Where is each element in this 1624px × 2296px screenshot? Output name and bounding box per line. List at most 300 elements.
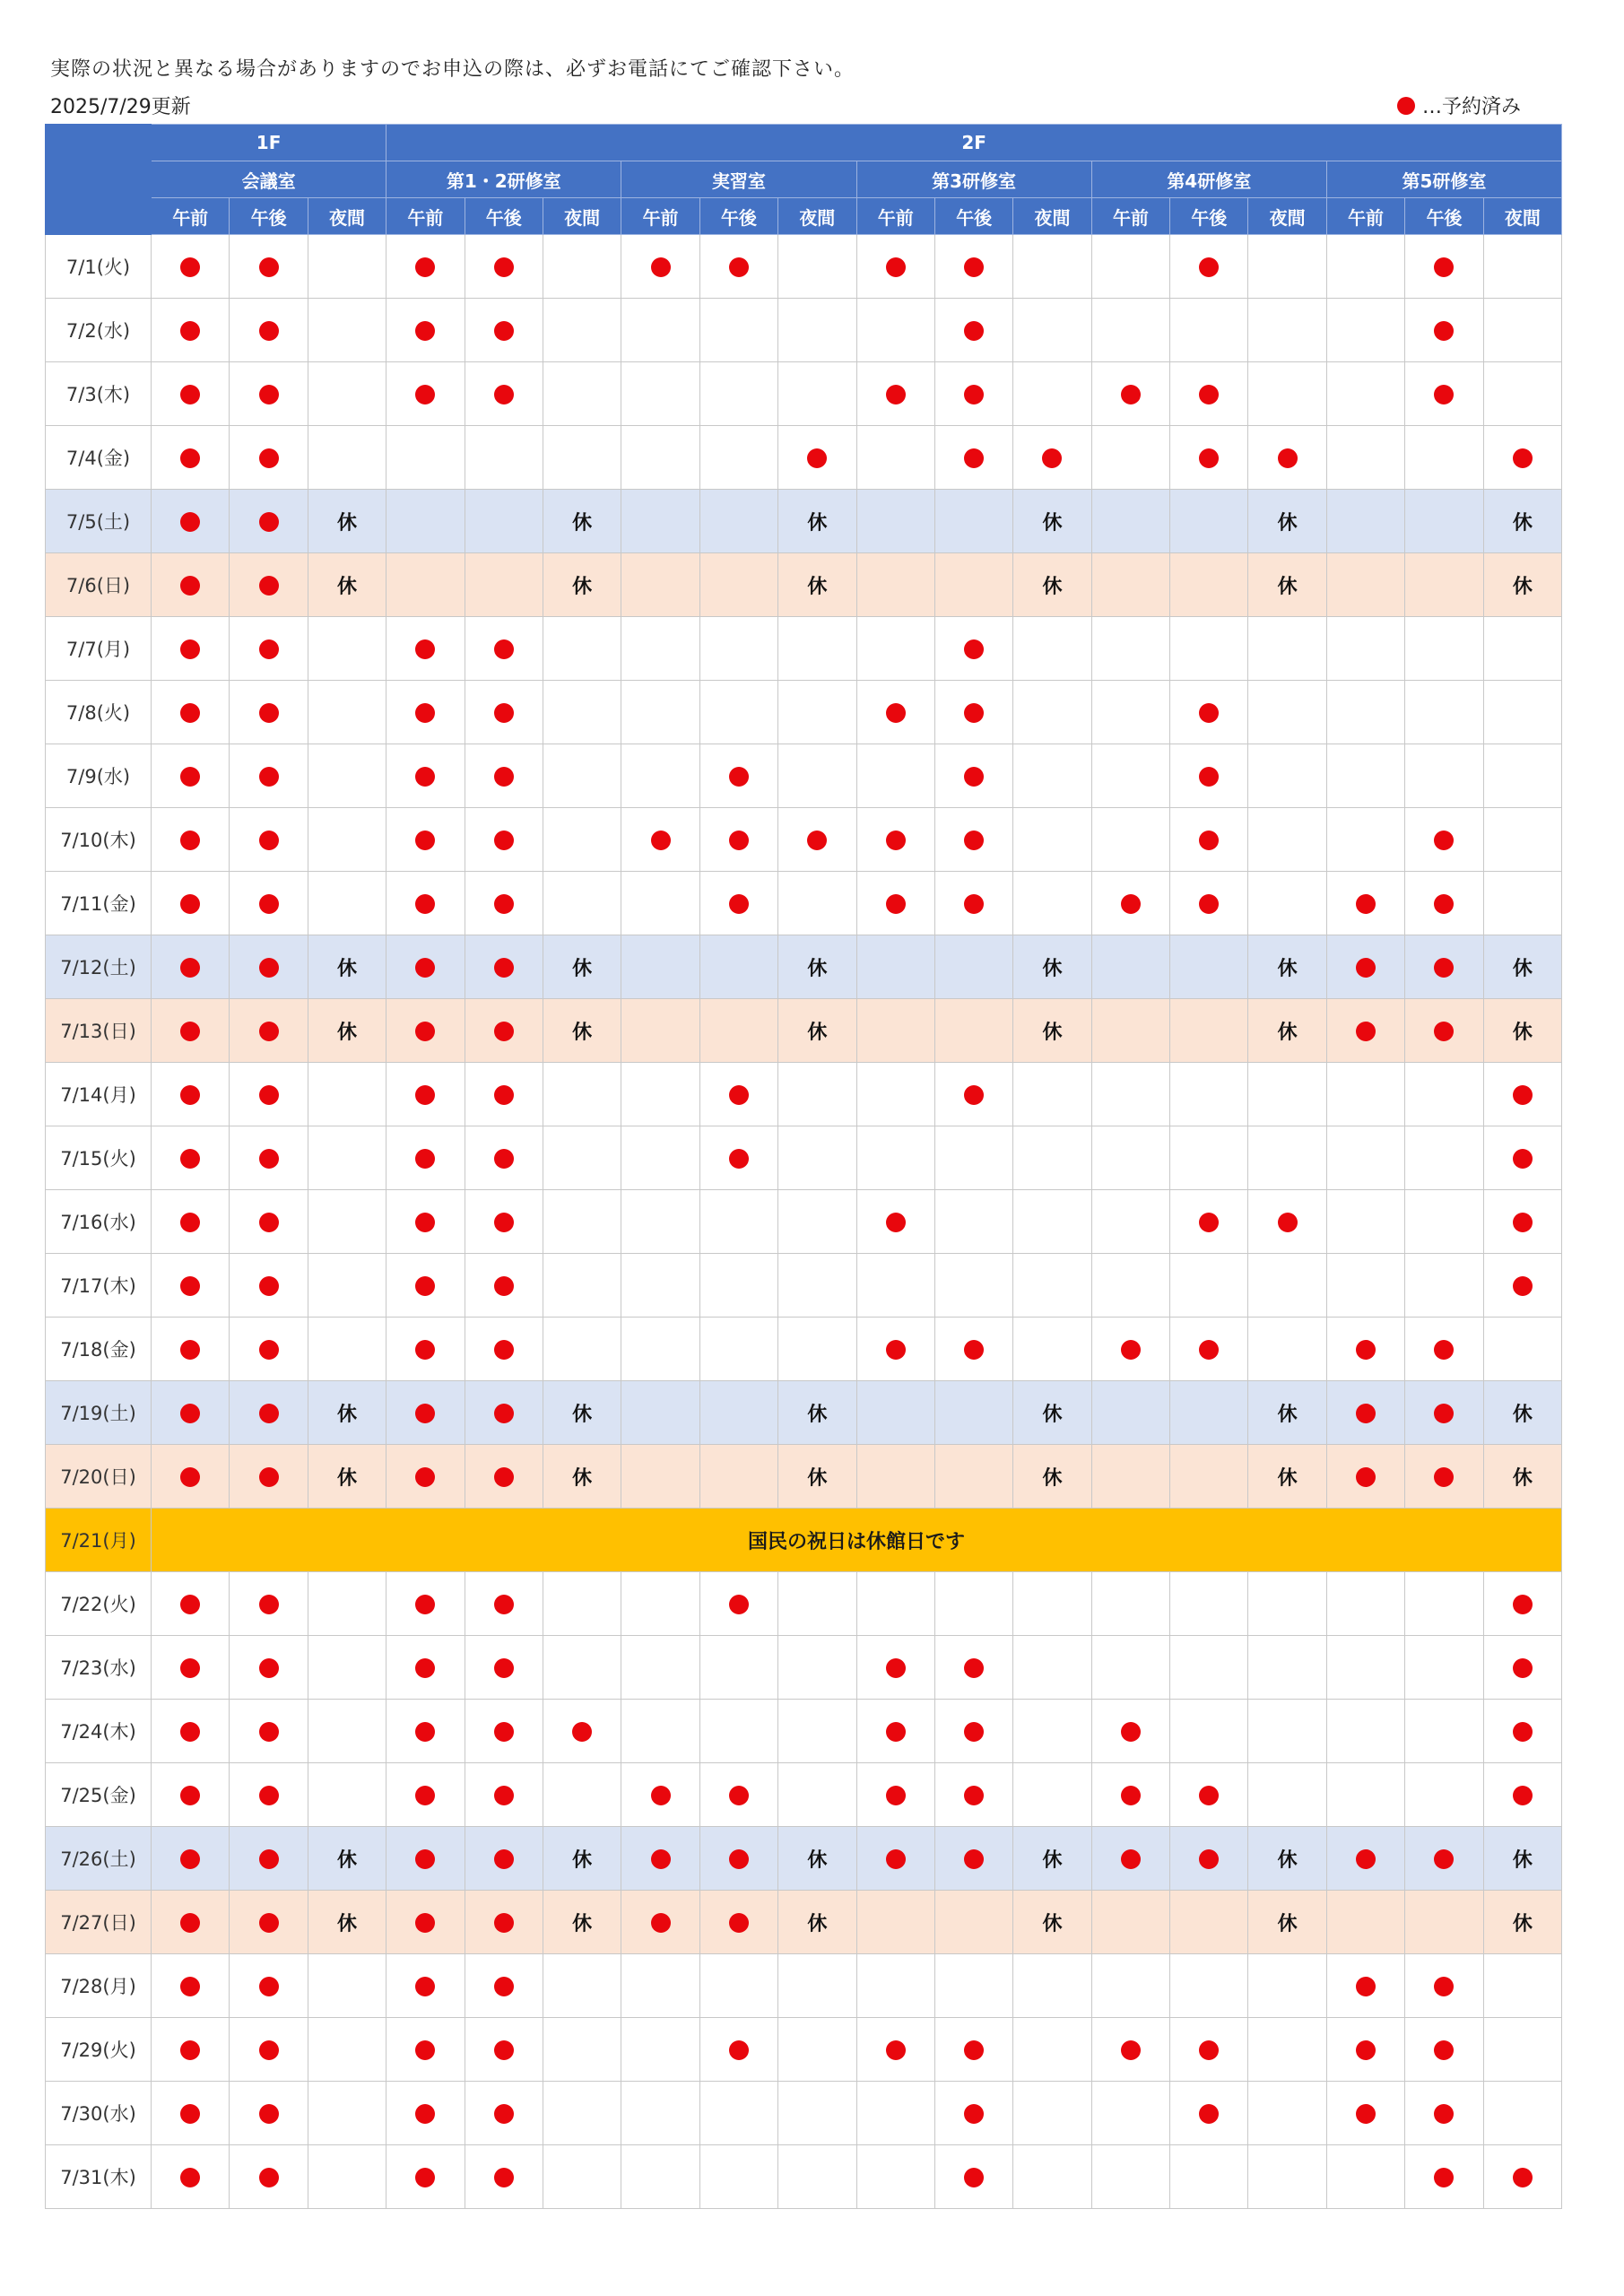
booked-dot-icon [494, 1977, 514, 1996]
slot-cell [1170, 1572, 1248, 1636]
booked-dot-icon [494, 1722, 514, 1742]
booked-dot-icon [1397, 97, 1415, 115]
booked-dot-icon [494, 321, 514, 341]
closed-slot: 休 [308, 1445, 386, 1509]
room-header: 第3研修室 [856, 161, 1091, 198]
legend [1397, 91, 1521, 119]
booked-dot-icon [1356, 1977, 1376, 1996]
booked-slot [1091, 1827, 1169, 1891]
booked-slot [386, 1827, 465, 1891]
booked-dot-icon [1434, 1404, 1454, 1423]
booked-dot-icon [1356, 1022, 1376, 1041]
slot-cell [699, 299, 777, 362]
table-row [46, 1318, 1562, 1381]
date-cell: 7/7(月) [46, 617, 152, 681]
slot-cell [621, 681, 699, 744]
slot-cell [1326, 490, 1404, 553]
booked-dot-icon [1199, 448, 1219, 468]
booked-dot-icon [494, 1913, 514, 1933]
booked-dot-icon [1434, 831, 1454, 850]
booked-slot [230, 1381, 308, 1445]
period-header: 午前 [386, 198, 465, 235]
booked-slot [621, 1827, 699, 1891]
booked-slot [1405, 808, 1483, 872]
slot-cell [1170, 2145, 1248, 2209]
table-row [46, 1954, 1562, 2018]
booked-slot [152, 935, 230, 999]
corner-header [46, 125, 152, 235]
booked-dot-icon [180, 1467, 200, 1487]
slot-cell [934, 490, 1012, 553]
slot-cell [1248, 362, 1326, 426]
booked-slot [1170, 1318, 1248, 1381]
slot-cell [1170, 617, 1248, 681]
booked-dot-icon [964, 1340, 984, 1360]
booked-slot [1483, 1636, 1561, 1700]
slot-cell [1091, 426, 1169, 490]
booked-slot [230, 1254, 308, 1318]
slot-cell [1248, 1063, 1326, 1126]
booked-dot-icon [886, 1849, 906, 1869]
slot-cell [308, 1636, 386, 1700]
booked-slot [621, 1763, 699, 1827]
slot-cell [1013, 872, 1091, 935]
booked-dot-icon [494, 1404, 514, 1423]
booked-slot [465, 2082, 543, 2145]
booked-dot-icon [259, 831, 279, 850]
booked-dot-icon [180, 1913, 200, 1933]
table-row [46, 1063, 1562, 1126]
booked-dot-icon [729, 2040, 749, 2060]
closed-slot: 休 [778, 1445, 856, 1509]
date-cell: 7/19(土) [46, 1381, 152, 1445]
slot-cell [1248, 1763, 1326, 1827]
booked-dot-icon [807, 831, 827, 850]
slot-cell [465, 426, 543, 490]
booked-slot [1483, 1190, 1561, 1254]
booked-slot [386, 1954, 465, 2018]
date-cell: 7/24(木) [46, 1700, 152, 1763]
slot-cell [1326, 1126, 1404, 1190]
slot-cell [621, 1318, 699, 1381]
booked-dot-icon [259, 385, 279, 404]
booked-slot [1326, 1318, 1404, 1381]
room-header: 第1・2研修室 [386, 161, 621, 198]
booked-slot [1013, 426, 1091, 490]
slot-cell [778, 1763, 856, 1827]
slot-cell [621, 744, 699, 808]
booked-dot-icon [259, 1913, 279, 1933]
booked-slot [230, 1318, 308, 1381]
booked-slot [699, 1891, 777, 1954]
slot-cell [1405, 1636, 1483, 1700]
booked-slot [465, 935, 543, 999]
slot-cell [1013, 681, 1091, 744]
booked-dot-icon [1199, 703, 1219, 723]
booked-slot [386, 1126, 465, 1190]
slot-cell [778, 1254, 856, 1318]
table-row [46, 1445, 1562, 1509]
booked-dot-icon [415, 1085, 435, 1105]
booked-dot-icon [494, 1340, 514, 1360]
slot-cell [308, 744, 386, 808]
booked-slot [465, 1763, 543, 1827]
slot-cell [1091, 1063, 1169, 1126]
table-row [46, 1827, 1562, 1891]
slot-cell [934, 553, 1012, 617]
closed-slot: 休 [308, 999, 386, 1063]
slot-cell [621, 1126, 699, 1190]
table-row [46, 999, 1562, 1063]
booked-dot-icon [259, 1658, 279, 1678]
booked-slot [1405, 362, 1483, 426]
table-row [46, 1381, 1562, 1445]
slot-cell [699, 1381, 777, 1445]
period-header: 午後 [699, 198, 777, 235]
booked-dot-icon [415, 958, 435, 978]
booked-dot-icon [259, 1977, 279, 1996]
booked-dot-icon [180, 958, 200, 978]
booked-slot [152, 1063, 230, 1126]
booked-dot-icon [259, 2104, 279, 2124]
booked-slot [1170, 1190, 1248, 1254]
date-cell: 7/17(木) [46, 1254, 152, 1318]
booked-slot [1091, 1700, 1169, 1763]
table-row [46, 1509, 1562, 1572]
period-header: 夜間 [543, 198, 621, 235]
closed-slot: 休 [543, 999, 621, 1063]
slot-cell [1013, 1700, 1091, 1763]
booked-dot-icon [1199, 894, 1219, 914]
booked-slot [230, 617, 308, 681]
slot-cell [1248, 2082, 1326, 2145]
booked-dot-icon [415, 2040, 435, 2060]
slot-cell [1013, 2018, 1091, 2082]
booked-dot-icon [651, 257, 671, 277]
slot-cell [621, 1700, 699, 1763]
booked-slot [1483, 1572, 1561, 1636]
slot-cell [778, 1636, 856, 1700]
booked-slot [152, 2082, 230, 2145]
slot-cell [934, 1954, 1012, 2018]
booked-dot-icon [1278, 1213, 1298, 1232]
booked-slot [1170, 872, 1248, 935]
booked-dot-icon [1356, 2040, 1376, 2060]
slot-cell [1091, 2145, 1169, 2209]
booked-dot-icon [1042, 448, 1062, 468]
closed-slot: 休 [543, 553, 621, 617]
booked-dot-icon [180, 894, 200, 914]
slot-cell [1483, 362, 1561, 426]
slot-cell [621, 1572, 699, 1636]
slot-cell [1326, 426, 1404, 490]
slot-cell [543, 2082, 621, 2145]
booked-slot [1091, 1763, 1169, 1827]
booked-dot-icon [886, 1722, 906, 1742]
booked-dot-icon [729, 1849, 749, 1869]
period-header: 夜間 [1013, 198, 1091, 235]
slot-cell [1405, 1063, 1483, 1126]
slot-cell [1326, 2145, 1404, 2209]
table-row [46, 362, 1562, 426]
period-header: 午前 [152, 198, 230, 235]
period-header: 夜間 [1483, 198, 1561, 235]
booked-dot-icon [494, 1022, 514, 1041]
booked-slot [152, 617, 230, 681]
slot-cell [1248, 1254, 1326, 1318]
slot-cell [699, 1190, 777, 1254]
booked-slot [386, 1636, 465, 1700]
booked-slot [1170, 1763, 1248, 1827]
booked-dot-icon [180, 1340, 200, 1360]
slot-cell [621, 362, 699, 426]
slot-cell [1483, 235, 1561, 299]
booked-slot [856, 1827, 934, 1891]
booked-dot-icon [415, 1595, 435, 1614]
booked-dot-icon [1513, 1276, 1533, 1296]
slot-cell [386, 426, 465, 490]
slot-cell [543, 872, 621, 935]
slot-cell [621, 426, 699, 490]
booked-dot-icon [1121, 385, 1141, 404]
closed-slot: 休 [308, 490, 386, 553]
booked-slot [1326, 1954, 1404, 2018]
slot-cell [856, 744, 934, 808]
booked-dot-icon [1434, 2040, 1454, 2060]
booked-dot-icon [415, 321, 435, 341]
slot-cell [778, 1126, 856, 1190]
booked-dot-icon [1121, 1340, 1141, 1360]
slot-cell [1326, 362, 1404, 426]
slot-cell [308, 2145, 386, 2209]
booked-slot [1405, 2018, 1483, 2082]
date-cell: 7/30(水) [46, 2082, 152, 2145]
booked-slot [465, 1636, 543, 1700]
slot-cell [934, 1381, 1012, 1445]
booked-slot [934, 1827, 1012, 1891]
date-cell: 7/10(木) [46, 808, 152, 872]
booked-slot [621, 235, 699, 299]
slot-cell [1170, 1700, 1248, 1763]
booked-slot [1326, 1381, 1404, 1445]
booked-dot-icon [964, 703, 984, 723]
booked-slot [621, 1891, 699, 1954]
booked-slot [230, 426, 308, 490]
booked-slot [699, 872, 777, 935]
table-row [46, 299, 1562, 362]
booked-dot-icon [964, 2168, 984, 2187]
slot-cell [1405, 426, 1483, 490]
booked-dot-icon [494, 1658, 514, 1678]
booked-slot [152, 1445, 230, 1509]
slot-cell [778, 362, 856, 426]
booked-slot [230, 1190, 308, 1254]
slot-cell [543, 808, 621, 872]
closed-slot: 休 [1483, 490, 1561, 553]
booked-slot [230, 935, 308, 999]
slot-cell [1248, 299, 1326, 362]
slot-cell [621, 1445, 699, 1509]
booked-dot-icon [886, 1658, 906, 1678]
booked-slot [1405, 935, 1483, 999]
booked-dot-icon [729, 767, 749, 787]
booked-dot-icon [180, 512, 200, 532]
closed-slot: 休 [1483, 1827, 1561, 1891]
booked-dot-icon [1199, 385, 1219, 404]
booked-slot [152, 1700, 230, 1763]
booked-dot-icon [494, 1786, 514, 1805]
booked-slot [856, 1763, 934, 1827]
slot-cell [1248, 744, 1326, 808]
booked-slot [152, 362, 230, 426]
slot-cell [856, 2145, 934, 2209]
booked-slot [152, 1954, 230, 2018]
booked-dot-icon [964, 831, 984, 850]
closed-slot: 休 [1013, 490, 1091, 553]
slot-cell [308, 1763, 386, 1827]
booked-slot [1326, 1827, 1404, 1891]
booked-dot-icon [1278, 448, 1298, 468]
booked-slot [230, 1636, 308, 1700]
booked-slot [386, 744, 465, 808]
booked-slot [856, 1318, 934, 1381]
slot-cell [543, 617, 621, 681]
closed-slot: 休 [1013, 1445, 1091, 1509]
booked-dot-icon [886, 385, 906, 404]
slot-cell [1091, 1190, 1169, 1254]
booked-dot-icon [259, 1849, 279, 1869]
date-cell: 7/26(土) [46, 1827, 152, 1891]
slot-cell [1248, 808, 1326, 872]
slot-cell [1013, 1126, 1091, 1190]
closed-slot: 休 [1483, 1445, 1561, 1509]
slot-cell [543, 1572, 621, 1636]
period-header: 夜間 [308, 198, 386, 235]
booked-dot-icon [729, 1595, 749, 1614]
date-cell: 7/23(水) [46, 1636, 152, 1700]
slot-cell [1405, 617, 1483, 681]
slot-cell [621, 935, 699, 999]
booked-dot-icon [259, 1722, 279, 1742]
closed-slot: 休 [543, 490, 621, 553]
booked-dot-icon [259, 321, 279, 341]
booked-dot-icon [180, 321, 200, 341]
booked-dot-icon [494, 1595, 514, 1614]
slot-cell [543, 426, 621, 490]
slot-cell [856, 1063, 934, 1126]
booked-slot [230, 744, 308, 808]
slot-cell [1405, 1572, 1483, 1636]
slot-cell [856, 935, 934, 999]
slot-cell [1405, 681, 1483, 744]
slot-cell [1483, 617, 1561, 681]
table-row [46, 1891, 1562, 1954]
booked-dot-icon [180, 1404, 200, 1423]
closed-slot: 休 [543, 1827, 621, 1891]
booked-dot-icon [964, 257, 984, 277]
booked-slot [152, 1190, 230, 1254]
slot-cell [1013, 744, 1091, 808]
slot-cell [1405, 1763, 1483, 1827]
booked-dot-icon [494, 2168, 514, 2187]
booked-slot [699, 2018, 777, 2082]
booked-dot-icon [259, 1213, 279, 1232]
booked-slot [934, 1318, 1012, 1381]
date-cell: 7/25(金) [46, 1763, 152, 1827]
booked-dot-icon [415, 1404, 435, 1423]
slot-cell [1483, 744, 1561, 808]
closed-slot: 休 [308, 1381, 386, 1445]
slot-cell [621, 299, 699, 362]
booked-slot [934, 2018, 1012, 2082]
booked-dot-icon [1121, 1786, 1141, 1805]
booked-slot [1326, 1445, 1404, 1509]
slot-cell [308, 808, 386, 872]
slot-cell [1248, 2018, 1326, 2082]
closed-slot: 休 [1483, 553, 1561, 617]
slot-cell [1405, 490, 1483, 553]
slot-cell [308, 1318, 386, 1381]
slot-cell [1091, 744, 1169, 808]
table-row [46, 1763, 1562, 1827]
table-row [46, 681, 1562, 744]
booked-dot-icon [259, 1595, 279, 1614]
booked-slot [386, 1254, 465, 1318]
closed-slot: 休 [1248, 1891, 1326, 1954]
booked-dot-icon [259, 1404, 279, 1423]
slot-cell [543, 235, 621, 299]
booked-dot-icon [494, 767, 514, 787]
slot-cell [856, 1126, 934, 1190]
closed-slot: 休 [778, 999, 856, 1063]
date-cell: 7/5(土) [46, 490, 152, 553]
slot-cell [856, 1954, 934, 2018]
booked-slot [465, 2145, 543, 2209]
slot-cell [1013, 808, 1091, 872]
date-cell: 7/8(火) [46, 681, 152, 744]
booked-dot-icon [494, 958, 514, 978]
booked-slot [386, 1572, 465, 1636]
closed-slot: 休 [1248, 1445, 1326, 1509]
slot-cell [1326, 1572, 1404, 1636]
period-header: 午後 [934, 198, 1012, 235]
slot-cell [699, 490, 777, 553]
booked-slot [1405, 299, 1483, 362]
slot-cell [621, 2082, 699, 2145]
booked-slot [1405, 1827, 1483, 1891]
holiday-message: 国民の祝日は休館日です [152, 1509, 1562, 1572]
booked-slot [152, 235, 230, 299]
slot-cell [856, 999, 934, 1063]
closed-slot: 休 [543, 1891, 621, 1954]
booked-slot [934, 362, 1012, 426]
booked-slot [230, 2145, 308, 2209]
booked-slot [230, 872, 308, 935]
slot-cell [699, 1700, 777, 1763]
booked-slot [1170, 2082, 1248, 2145]
booked-slot [152, 1318, 230, 1381]
booked-slot [778, 426, 856, 490]
slot-cell [308, 1572, 386, 1636]
table-row [46, 1190, 1562, 1254]
booked-dot-icon [180, 448, 200, 468]
slot-cell [543, 681, 621, 744]
booked-slot [386, 1891, 465, 1954]
slot-cell [1013, 1572, 1091, 1636]
slot-cell [543, 2145, 621, 2209]
date-cell: 7/1(火) [46, 235, 152, 299]
slot-cell [308, 2018, 386, 2082]
